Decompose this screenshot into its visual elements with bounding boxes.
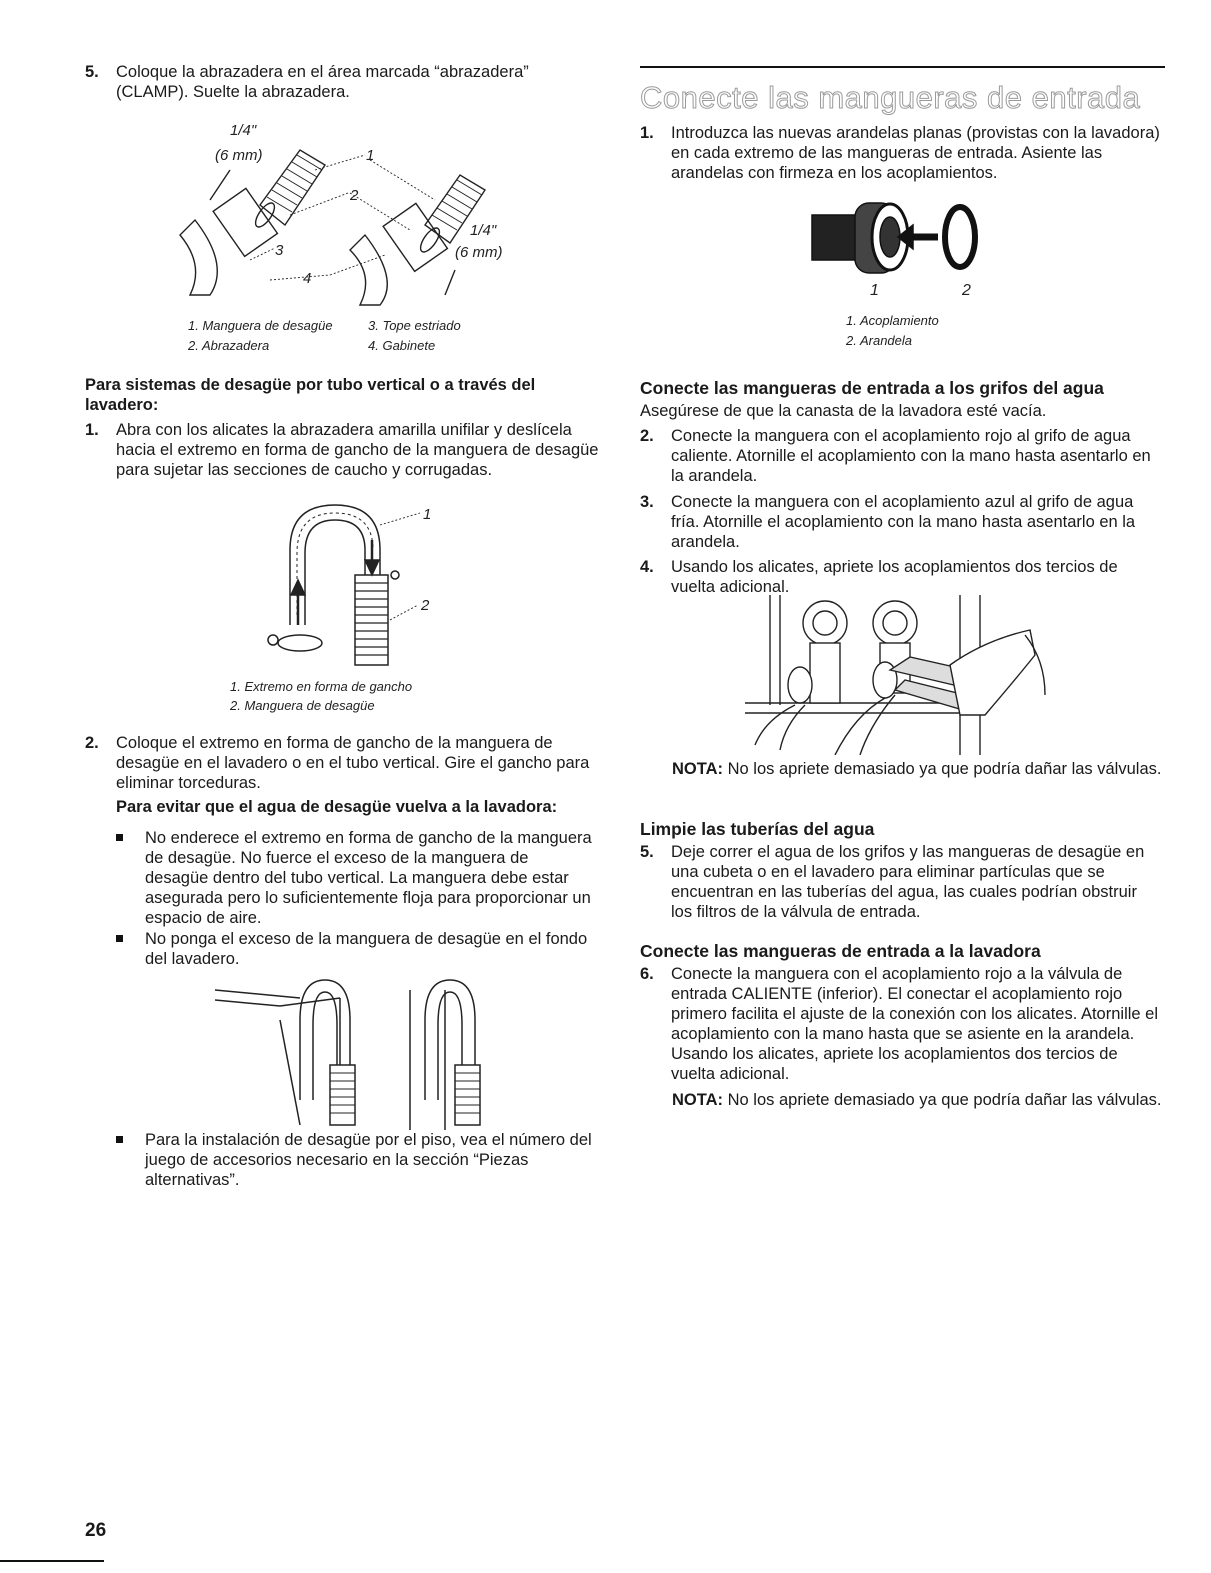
step-number: 1.	[640, 124, 654, 142]
callout-3: 3	[275, 242, 284, 259]
bullet-text: No enderece el extremo en forma de gancho de la manguera de desagüe. No fuerce el exceso de la manguera de desagüe dentro del tubo vertical. La manguera debe estar asegurada pero lo suficientemente floja para proporcionar un espacio de aire.	[145, 829, 592, 927]
right-step-6	[640, 964, 1160, 1084]
fig2-caption-2: 2. Manguera de desagüe	[230, 698, 375, 713]
step-number: 3.	[640, 493, 654, 511]
dim-top-mm-label: (6 mm)	[215, 147, 263, 164]
right-step-4	[640, 557, 1160, 597]
flush-heading: Limpie las tuberías del agua	[640, 819, 875, 839]
callout-1: 1	[366, 147, 375, 164]
fig2-caption-1: 1. Extremo en forma de gancho	[230, 679, 413, 694]
footer-rule	[0, 1560, 104, 1562]
step-text: Abra con los alicates la abrazadera amarilla unifilar y deslícela hacia el extremo en forma de gancho de la manguera de desagüe para sujetar las secciones de caucho y corrugadas.	[116, 421, 599, 479]
bullet-item	[116, 1130, 601, 1190]
fig1-caption-1: 1. Manguera de desagüe	[188, 318, 333, 333]
bullet-text: No ponga el exceso de la manguera de desagüe en el fondo del lavadero.	[145, 930, 588, 968]
fig1-caption-3: 3. Tope estriado	[368, 318, 461, 333]
washer-heading: Conecte las mangueras de entrada a la lavadora	[640, 941, 1041, 961]
dim-top-label: 1/4"	[230, 122, 257, 139]
fig1-caption-2: 2. Abrazadera	[188, 338, 270, 353]
dim-right-label: 1/4"	[470, 222, 497, 239]
callout-2: 2	[421, 597, 430, 614]
right-step-2	[640, 426, 1160, 486]
step-text: Conecte la manguera con el acoplamiento rojo a la válvula de entrada CALIENTE (inferior). El conectar el acoplamiento rojo primero facilita el ajuste de la conexión con los alicates. Atornille el acoplamiento con la mano hasta que se asiente en la arandela. Usando los alicates, apriete los acoplamientos dos tercios de vuelta adicional.	[671, 965, 1159, 1083]
callout-1: 1	[423, 506, 432, 523]
step-number: 6.	[640, 965, 654, 983]
step-text: Coloque la abrazadera en el área marcada “abrazadera” (CLAMP). Suelte la abrazadera.	[116, 63, 529, 101]
standpipe-heading: Para sistemas de desagüe por tubo vertical o a través del lavadero:	[85, 376, 536, 414]
page-number: 26	[85, 1520, 107, 1541]
step-number: 4.	[640, 558, 654, 576]
right-step-1	[640, 123, 1160, 183]
left-step-2	[85, 733, 605, 793]
hook-end-figure	[255, 495, 455, 670]
faucet-pliers-figure	[745, 595, 1065, 755]
step-text: Conecte la manguera con el acoplamiento azul al grifo de agua fría. Atornille el acoplamiento con la mano hasta asentarlo en la arandela.	[671, 493, 1136, 551]
callout-4: 4	[303, 270, 312, 287]
siphon-heading: Para evitar que el agua de desagüe vuelva a la lavadora:	[116, 798, 558, 816]
coupling-caption-1: 1. Acoplamiento	[846, 313, 939, 328]
left-step-5	[85, 62, 590, 102]
step-number: 2.	[640, 427, 654, 445]
coupling-caption-2: 2. Arandela	[846, 333, 913, 348]
bullet-square-icon	[116, 1136, 123, 1143]
section-title: Conecte las mangueras de entrada	[640, 80, 1141, 115]
callout-2: 2	[962, 282, 971, 299]
nota-label: NOTA:	[672, 760, 724, 778]
fig1-caption-4: 4. Gabinete	[368, 338, 436, 353]
step-text: Deje correr el agua de los grifos y las mangueras de desagüe en una cubeta o en el lavadero para eliminar partículas que se encuentran en las tuberías del agua, las cuales podrían obstruir los filtros de la válvula de entrada.	[671, 843, 1145, 921]
step-text: Introduzca las nuevas arandelas planas (provistas con la lavadora) en cada extremo de las mangueras de entrada. Asiente las arandelas con firmeza en los acoplamientos.	[671, 124, 1160, 182]
bullet-square-icon	[116, 935, 123, 942]
bullet-item	[116, 929, 596, 969]
step-number: 2.	[85, 734, 99, 752]
step-number: 1.	[85, 421, 99, 439]
nota-text: No los apriete demasiado ya que podría dañar las válvulas.	[727, 1091, 1162, 1109]
bullet-square-icon	[116, 834, 123, 841]
bullet-text: Para la instalación de desagüe por el piso, vea el número del juego de accesorios necesario en la sección “Piezas alternativas”.	[145, 1131, 592, 1189]
step-number: 5.	[85, 63, 99, 81]
step-text: Coloque el extremo en forma de gancho de la manguera de desagüe en el lavadero o en el tubo vertical. Gire el gancho para eliminar torceduras.	[116, 734, 590, 792]
section-rule	[640, 66, 1165, 68]
faucets-heading: Conecte las mangueras de entrada a los grifos del agua	[640, 378, 1104, 398]
faucets-intro: Asegúrese de que la canasta de la lavadora esté vacía.	[640, 402, 1047, 420]
laundry-tub-standpipe-figure	[210, 970, 490, 1130]
step-text: Conecte la manguera con el acoplamiento rojo al grifo de agua caliente. Atornille el acoplamiento con la mano hasta asentarlo en la arandela.	[671, 427, 1151, 485]
callout-2: 2	[350, 187, 359, 204]
nota-label: NOTA:	[672, 1091, 724, 1109]
nota-1	[672, 759, 1162, 779]
drain-hose-clamp-figure	[170, 115, 530, 310]
step-text: Usando los alicates, apriete los acoplamientos dos tercios de vuelta adicional.	[671, 558, 1118, 596]
step-number: 5.	[640, 843, 654, 861]
dim-right-mm-label: (6 mm)	[455, 244, 503, 261]
nota-2	[672, 1090, 1162, 1110]
right-step-5	[640, 842, 1160, 922]
left-step-1	[85, 420, 605, 480]
callout-1: 1	[870, 282, 879, 299]
right-step-3	[640, 492, 1160, 552]
coupling-washer-figure	[810, 195, 1000, 300]
bullet-item	[116, 828, 596, 928]
nota-text: No los apriete demasiado ya que podría dañar las válvulas.	[727, 760, 1162, 778]
